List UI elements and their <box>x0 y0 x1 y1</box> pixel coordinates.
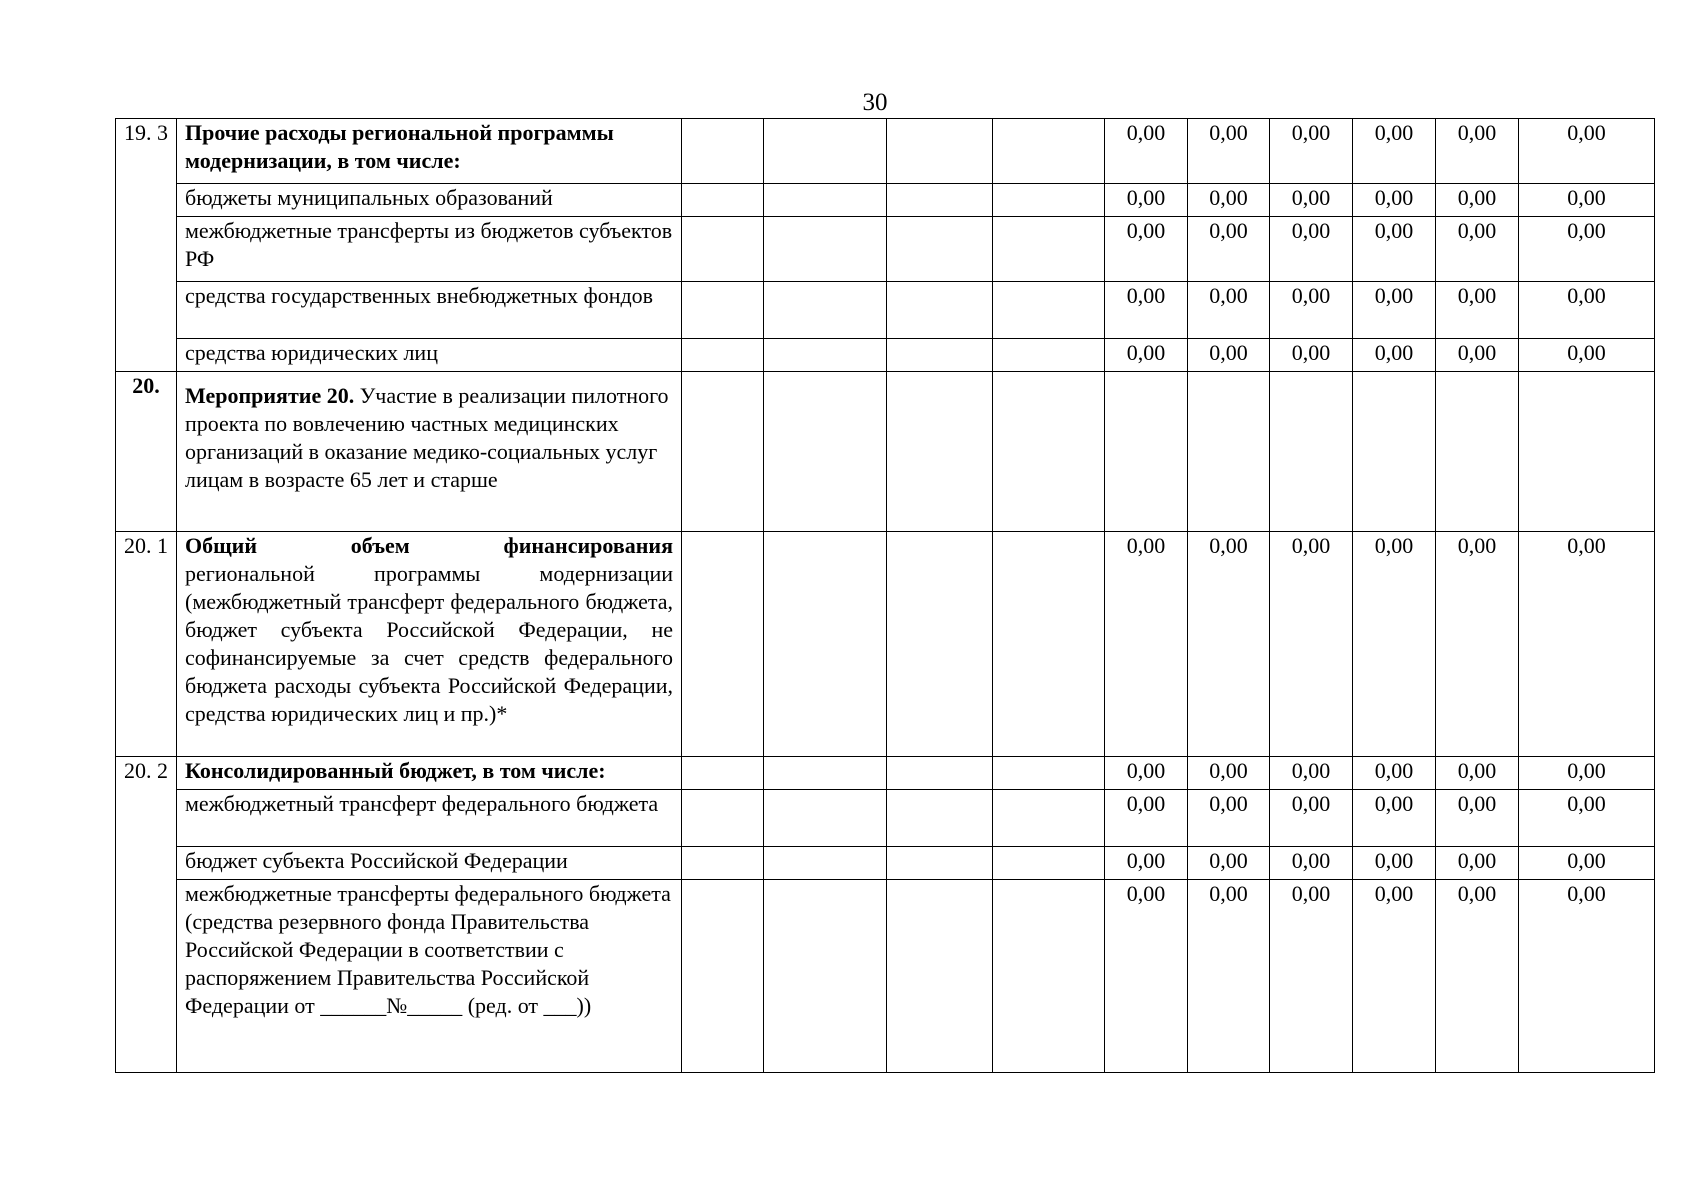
value-cell: 0,00 <box>1188 757 1270 790</box>
value-cell: 0,00 <box>1436 880 1519 1073</box>
value-cell: 0,00 <box>1188 847 1270 880</box>
value-cell: 0,00 <box>1105 757 1188 790</box>
value-cell: 0,00 <box>1353 880 1436 1073</box>
row-description: Общий объем финансирования региональной программы модернизации (межбюджетный трансферт федерального бюджета, бюджет субъекта Российской Федерации, не софинансируемые за счет средств федерального бюджета расходы субъекта Российской Федерации, средства юридических лиц и пр.)* <box>177 532 682 757</box>
value-cell: 0,00 <box>1519 217 1655 282</box>
value-cell: 0,00 <box>1519 757 1655 790</box>
value-cell: 0,00 <box>1436 119 1519 184</box>
value-cell: 0,00 <box>1188 339 1270 372</box>
value-cell: 0,00 <box>1105 282 1188 339</box>
value-cell: 0,00 <box>1353 184 1436 217</box>
row-number: 19. 3 <box>116 119 177 372</box>
value-cell: 0,00 <box>1105 339 1188 372</box>
value-cell: 0,00 <box>1188 880 1270 1073</box>
value-cell: 0,00 <box>1353 847 1436 880</box>
row-description: средства юридических лиц <box>177 339 682 372</box>
value-cell: 0,00 <box>1519 339 1655 372</box>
value-cell: 0,00 <box>1105 217 1188 282</box>
value-cell: 0,00 <box>1270 217 1353 282</box>
row-description: межбюджетные трансферты из бюджетов субъектов РФ <box>177 217 682 282</box>
row-description: Мероприятие 20. Участие в реализации пилотного проекта по вовлечению частных медицинских организаций в оказание медико-социальных услуг лицам в возрасте 65 лет и старше <box>177 372 682 532</box>
value-cell: 0,00 <box>1270 184 1353 217</box>
table-row <box>116 790 1655 847</box>
page-number: 30 <box>862 89 888 116</box>
table-row <box>116 372 1655 532</box>
value-cell: 0,00 <box>1270 880 1353 1073</box>
value-cell: 0,00 <box>1105 847 1188 880</box>
value-cell: 0,00 <box>1188 217 1270 282</box>
row-description: межбюджетный трансферт федерального бюджета <box>177 790 682 847</box>
row-description: межбюджетные трансферты федерального бюджета (средства резервного фонда Правительства Российской Федерации в соответствии с распоряжением Правительства Российской Федерации от ______№_____ (ред. от ___)) <box>177 880 682 1073</box>
row-description: бюджет субъекта Российской Федерации <box>177 847 682 880</box>
row-description: средства государственных внебюджетных фондов <box>177 282 682 339</box>
value-cell: 0,00 <box>1270 282 1353 339</box>
value-cell: 0,00 <box>1188 790 1270 847</box>
row-number: 20. 1 <box>116 532 177 757</box>
row-number: 20. 2 <box>116 757 177 1073</box>
table-row <box>116 757 1655 790</box>
value-cell: 0,00 <box>1105 790 1188 847</box>
value-cell: 0,00 <box>1270 847 1353 880</box>
value-cell: 0,00 <box>1353 757 1436 790</box>
value-cell: 0,00 <box>1353 339 1436 372</box>
value-cell: 0,00 <box>1188 119 1270 184</box>
value-cell: 0,00 <box>1436 847 1519 880</box>
value-cell: 0,00 <box>1353 790 1436 847</box>
table-row <box>116 217 1655 282</box>
value-cell: 0,00 <box>1353 217 1436 282</box>
value-cell: 0,00 <box>1436 790 1519 847</box>
table-row <box>116 339 1655 372</box>
value-cell: 0,00 <box>1436 339 1519 372</box>
value-cell: 0,00 <box>1188 532 1270 757</box>
value-cell: 0,00 <box>1188 282 1270 339</box>
value-cell: 0,00 <box>1270 790 1353 847</box>
value-cell: 0,00 <box>1519 282 1655 339</box>
value-cell: 0,00 <box>1436 532 1519 757</box>
value-cell: 0,00 <box>1105 184 1188 217</box>
row-description: бюджеты муниципальных образований <box>177 184 682 217</box>
row-description: Консолидированный бюджет, в том числе: <box>177 757 682 790</box>
row-number: 20. <box>116 372 177 532</box>
value-cell: 0,00 <box>1270 339 1353 372</box>
value-cell: 0,00 <box>1353 119 1436 184</box>
value-cell: 0,00 <box>1519 184 1655 217</box>
value-cell: 0,00 <box>1353 532 1436 757</box>
table-row <box>116 880 1655 1073</box>
value-cell: 0,00 <box>1270 757 1353 790</box>
value-cell: 0,00 <box>1436 217 1519 282</box>
value-cell: 0,00 <box>1270 532 1353 757</box>
value-cell: 0,00 <box>1105 532 1188 757</box>
value-cell: 0,00 <box>1519 790 1655 847</box>
table-row <box>116 532 1655 757</box>
value-cell: 0,00 <box>1436 184 1519 217</box>
value-cell: 0,00 <box>1436 757 1519 790</box>
table-row <box>116 119 1655 184</box>
table-row <box>116 847 1655 880</box>
value-cell: 0,00 <box>1105 880 1188 1073</box>
value-cell: 0,00 <box>1519 119 1655 184</box>
value-cell: 0,00 <box>1519 847 1655 880</box>
value-cell: 0,00 <box>1353 282 1436 339</box>
row-description: Прочие расходы региональной программы модернизации, в том числе: <box>177 119 682 184</box>
budget-table <box>115 118 1655 1073</box>
value-cell: 0,00 <box>1270 119 1353 184</box>
value-cell: 0,00 <box>1105 119 1188 184</box>
value-cell: 0,00 <box>1519 532 1655 757</box>
value-cell: 0,00 <box>1519 880 1655 1073</box>
value-cell: 0,00 <box>1436 282 1519 339</box>
value-cell: 0,00 <box>1188 184 1270 217</box>
table-row <box>116 184 1655 217</box>
table-row <box>116 282 1655 339</box>
